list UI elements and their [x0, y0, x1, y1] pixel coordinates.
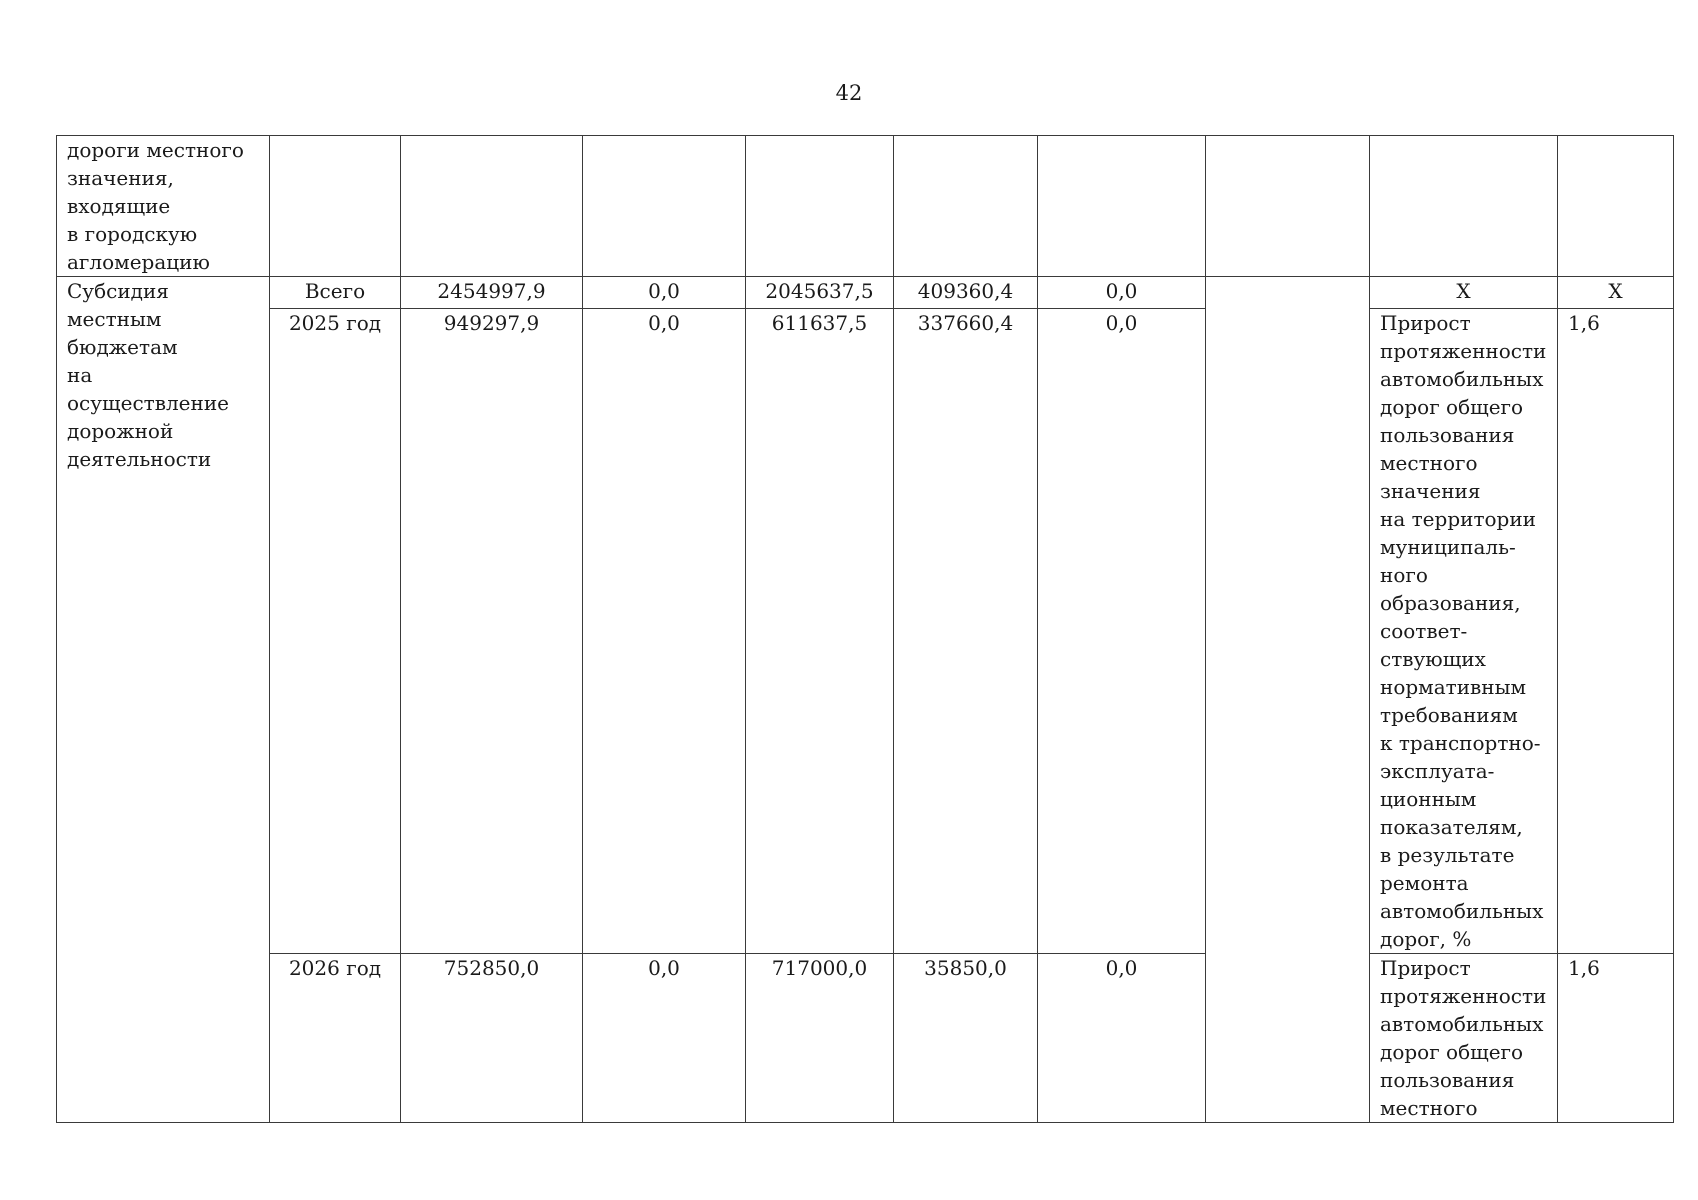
indicator-cell: Прирост протяженности автомобильных дорог общего пользования местного — [1370, 954, 1558, 1123]
total-cell: 752850,0 — [401, 954, 583, 1123]
table-row-2025 — [57, 309, 1674, 954]
empty-cell — [401, 136, 583, 277]
indicator-cell: Х — [1370, 277, 1558, 309]
period-cell: 2025 год — [270, 309, 401, 954]
period-cell: Всего — [270, 277, 401, 309]
indicator-cell: Прирост протяженности автомобильных дорог общего пользования местного значения на территории муниципаль- ного образования, соответ- ствующих нормативным требованиям к транспортно- эксплуата- ционным показателям, в результате ремонта автомобильных дорог, % — [1370, 309, 1558, 954]
local-cell: 337660,4 — [894, 309, 1038, 954]
empty-cell — [746, 136, 894, 277]
federal-cell: 0,0 — [583, 277, 746, 309]
period-cell: 2026 год — [270, 954, 401, 1123]
other-cell: 0,0 — [1038, 277, 1206, 309]
federal-cell: 0,0 — [583, 954, 746, 1123]
indicator-value-cell: 1,6 — [1558, 954, 1674, 1123]
empty-cell — [894, 136, 1038, 277]
total-cell: 2454997,9 — [401, 277, 583, 309]
local-cell: 409360,4 — [894, 277, 1038, 309]
empty-cell — [1558, 136, 1674, 277]
empty-cell — [583, 136, 746, 277]
indicator-value-cell: 1,6 — [1558, 309, 1674, 954]
table-row-total — [57, 277, 1674, 309]
measure-name-continued: дороги местного значения, входящие в городскую агломерацию — [57, 136, 270, 277]
regional-cell: 611637,5 — [746, 309, 894, 954]
regional-cell: 2045637,5 — [746, 277, 894, 309]
measure-name: Субсидия местным бюджетам на осуществление дорожной деятельности — [57, 277, 270, 1123]
funding-table — [56, 135, 1674, 1123]
empty-cell — [1038, 136, 1206, 277]
page-number: 42 — [835, 81, 863, 105]
indicator-value-cell: Х — [1558, 277, 1674, 309]
local-cell: 35850,0 — [894, 954, 1038, 1123]
other-cell: 0,0 — [1038, 954, 1206, 1123]
empty-cell — [270, 136, 401, 277]
other-cell: 0,0 — [1038, 309, 1206, 954]
regional-cell: 717000,0 — [746, 954, 894, 1123]
total-cell: 949297,9 — [401, 309, 583, 954]
table-row-continuation — [57, 136, 1674, 277]
empty-merged-cell — [1206, 277, 1370, 1123]
table-row-2026 — [57, 954, 1674, 1123]
empty-cell — [1370, 136, 1558, 277]
empty-cell — [1206, 136, 1370, 277]
federal-cell: 0,0 — [583, 309, 746, 954]
